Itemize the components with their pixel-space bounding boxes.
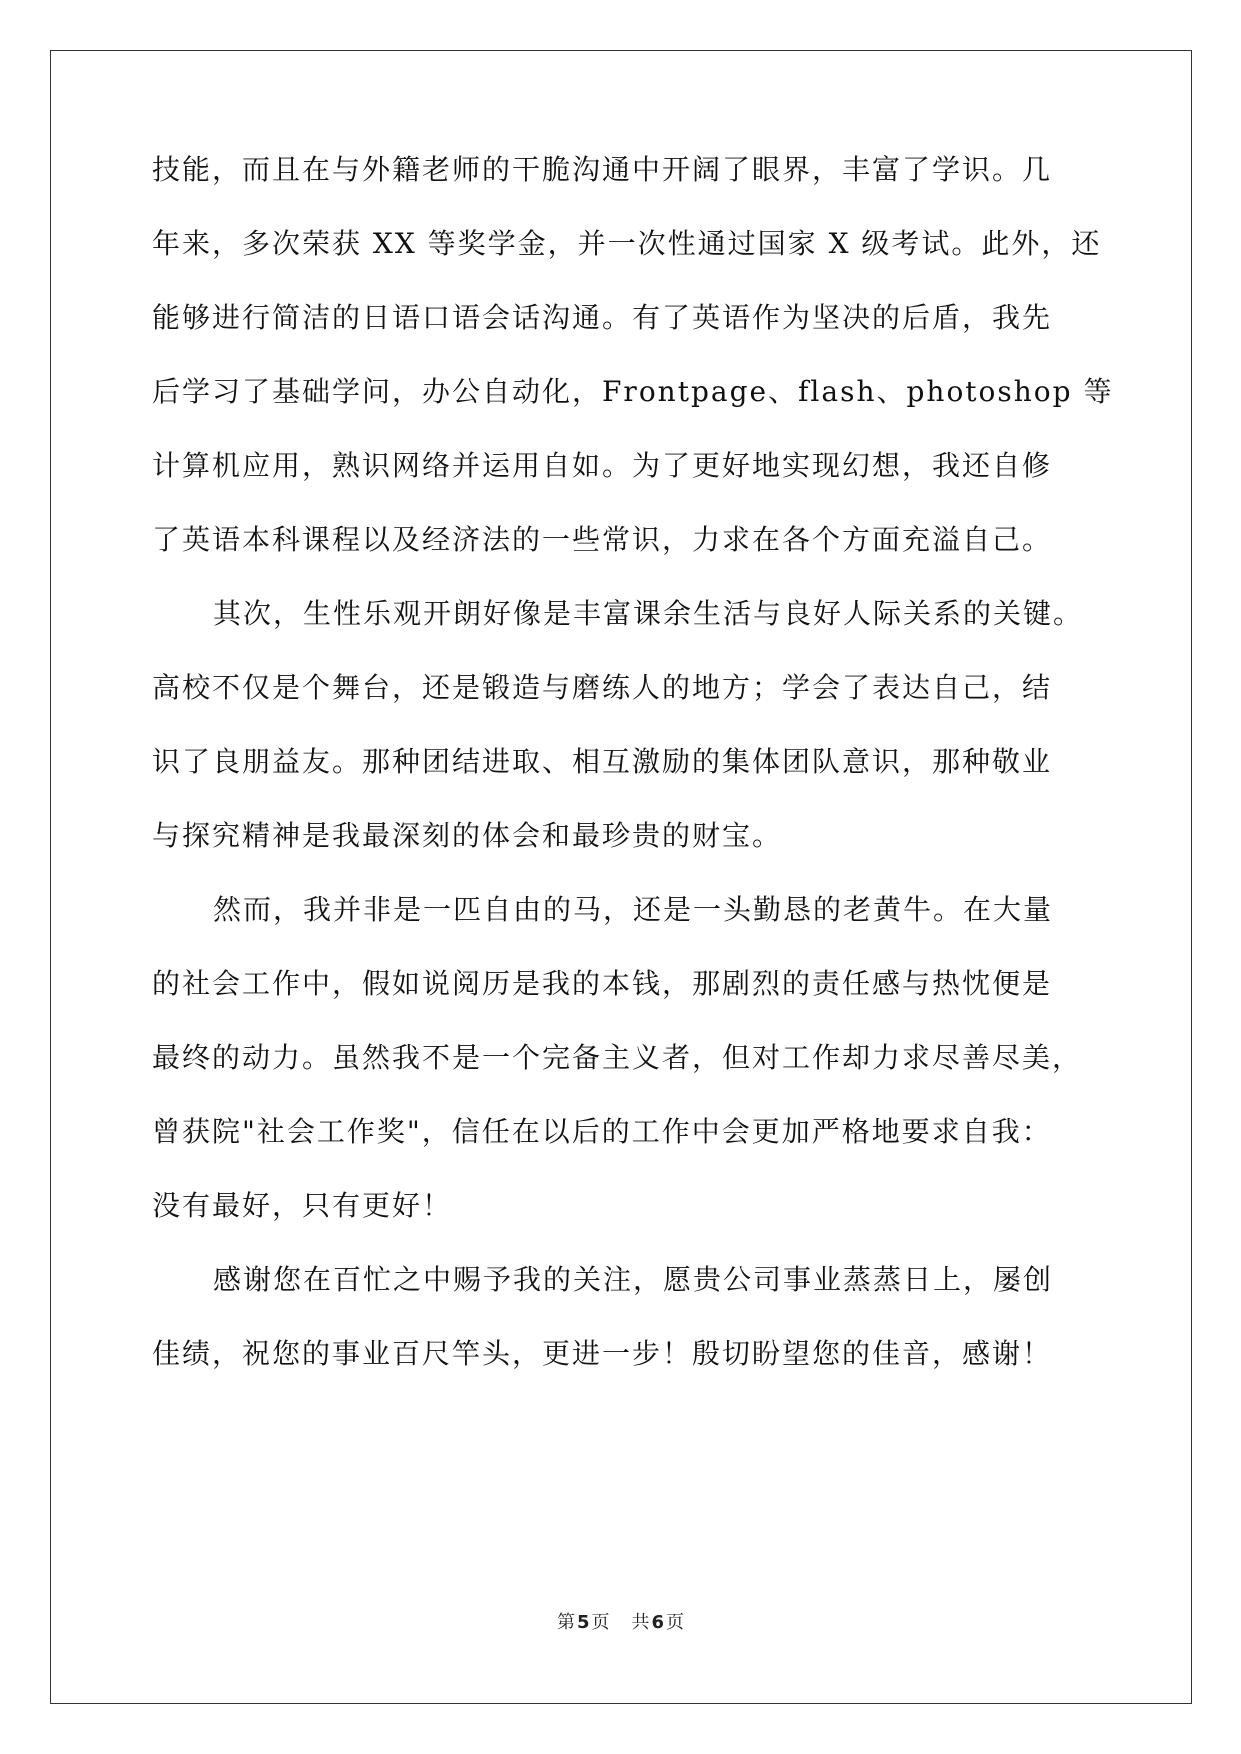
total-pages-number: 6: [651, 1612, 665, 1633]
page-footer: [0, 1611, 1241, 1635]
text-line: 的社会工作中，假如说阅历是我的本钱，那剧烈的责任感与热忱便是: [152, 967, 1053, 1000]
text-line: 能够进行简洁的日语口语会话沟通。有了英语作为坚决的后盾，我先: [152, 301, 1053, 334]
paragraph-start-line: 然而，我并非是一匹自由的马，还是一头勤恳的老黄牛。在大量: [213, 893, 1054, 926]
text-line: 后学习了基础学问，办公自动化，Frontpage、flash、photoshop 等: [152, 375, 1114, 408]
paragraph-start-line: 其次，生性乐观开朗好像是丰富课余生活与良好人际关系的关键。: [213, 597, 1084, 630]
text-line: 技能，而且在与外籍老师的干脆沟通中开阔了眼界，丰富了学识。几: [152, 153, 1053, 186]
text-line: 了英语本科课程以及经济法的一些常识，力求在各个方面充溢自己。: [152, 523, 1053, 556]
text-line: 计算机应用，熟识网络并运用自如。为了更好地实现幻想，我还自修: [152, 449, 1053, 482]
current-page-number: 5: [576, 1612, 590, 1633]
page-prefix: 第: [556, 1612, 575, 1633]
page-suffix: 页: [591, 1612, 610, 1633]
text-line: 年来，多次荣获 XX 等奖学金，并一次性通过国家 X 级考试。此外，还: [152, 227, 1102, 260]
text-line: 曾获院"社会工作奖"，信任在以后的工作中会更加严格地要求自我：: [152, 1115, 1052, 1148]
text-line: 佳绩，祝您的事业百尺竿头，更进一步！殷切盼望您的佳音，感谢！: [152, 1337, 1053, 1370]
text-line: 与探究精神是我最深刻的体会和最珍贵的财宝。: [152, 819, 783, 852]
total-prefix: 共: [631, 1612, 650, 1633]
paragraph-start-line: 感谢您在百忙之中赐予我的关注，愿贵公司事业蒸蒸日上，屡创: [213, 1263, 1054, 1296]
text-line: 没有最好，只有更好！: [152, 1189, 453, 1222]
text-line: 识了良朋益友。那种团结进取、相互激励的集体团队意识，那种敬业: [152, 745, 1053, 778]
total-suffix: 页: [666, 1612, 685, 1633]
text-line: 高校不仅是个舞台，还是锻造与磨练人的地方；学会了表达自己，结: [152, 671, 1053, 704]
text-line: 最终的动力。虽然我不是一个完备主义者，但对工作却力求尽善尽美，: [152, 1041, 1083, 1074]
